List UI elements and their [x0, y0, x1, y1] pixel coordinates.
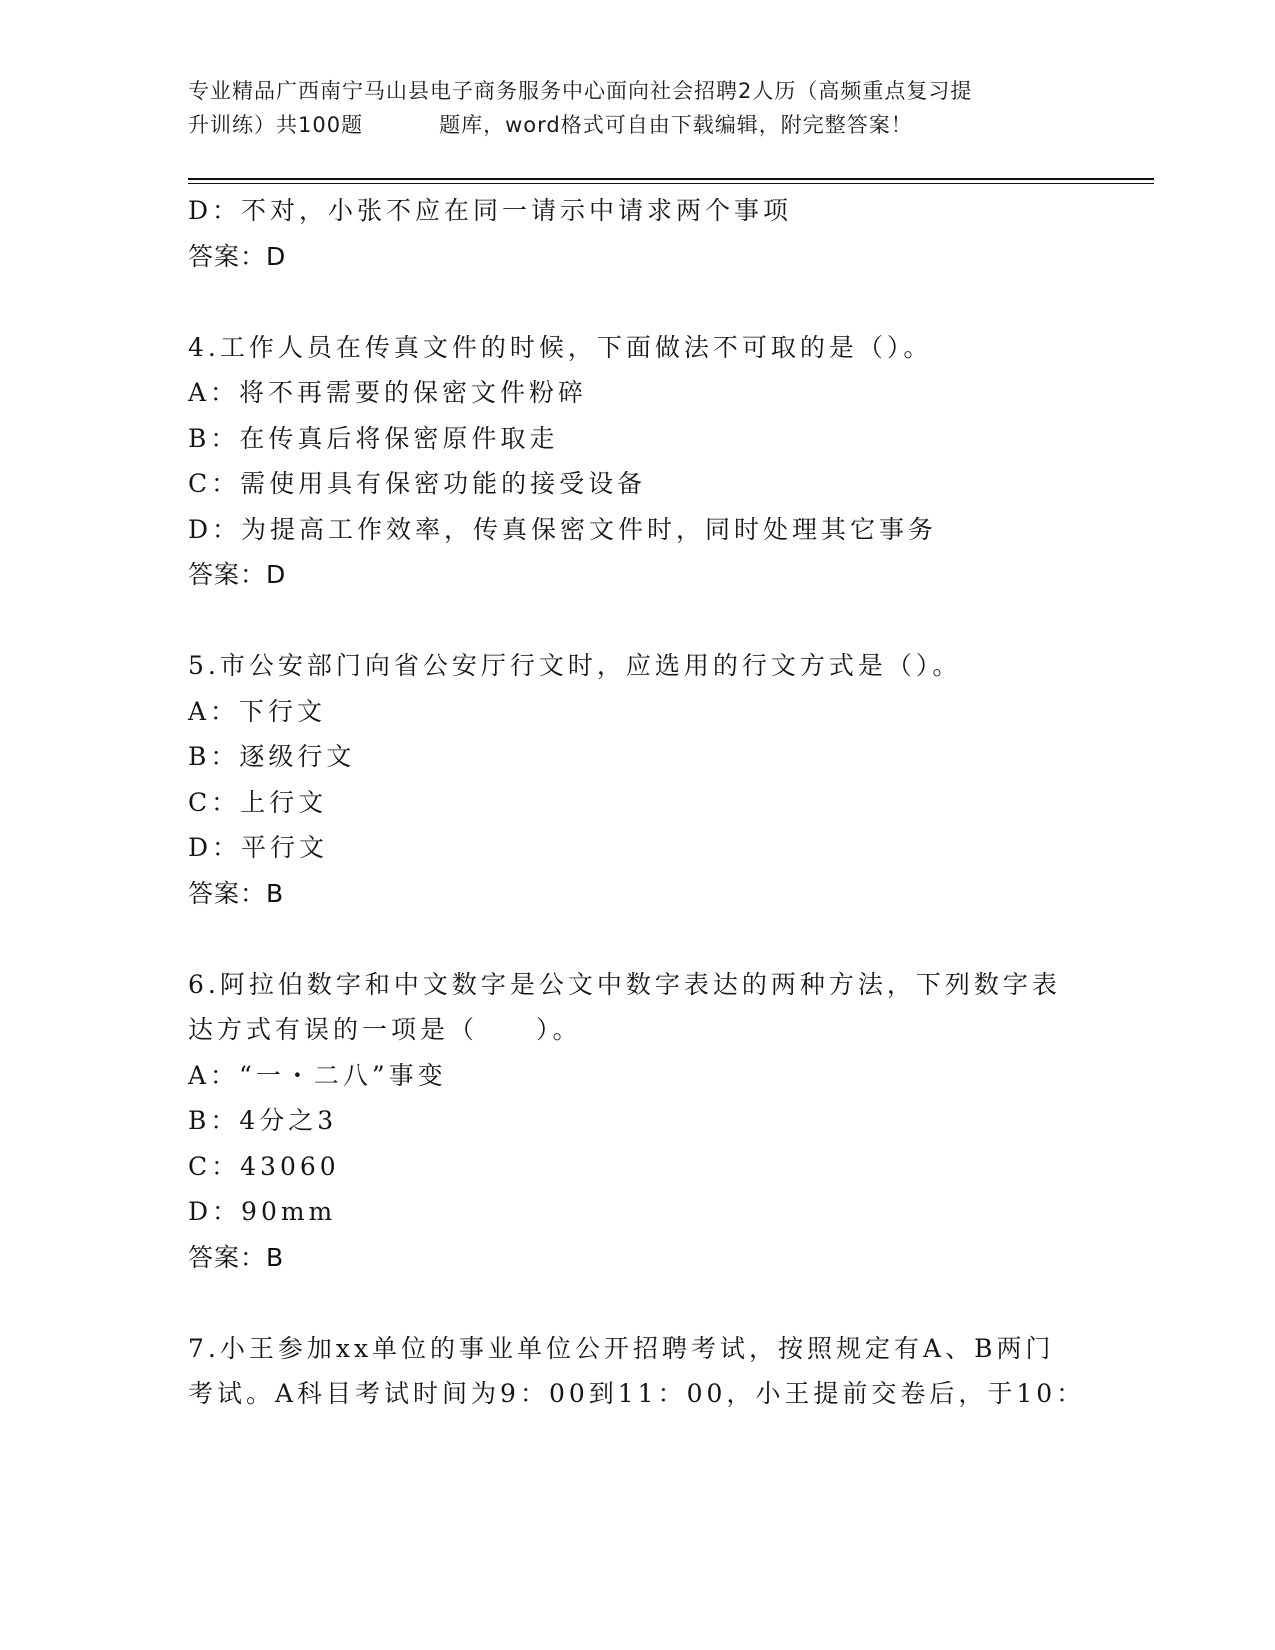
- q7-stem-line2: 考试。A科目考试时间为9：00到11：00，小王提前交卷后，于10：: [188, 1379, 1086, 1408]
- header-title-line2-part2: 题库，word格式可自由下载编辑，附完整答案！: [439, 113, 913, 137]
- q4-option-a: A：将不再需要的保密文件粉碎: [188, 378, 588, 407]
- q6-stem-line1: 6.阿拉伯数字和中文数字是公文中数字表达的两种方法，下列数字表: [188, 969, 1061, 999]
- document-header: [188, 74, 1088, 142]
- q4-option-b: B：在传真后将保密原件取走: [188, 423, 559, 453]
- header-title-line2: [188, 108, 1088, 142]
- q6-stem-line2: 达方式有误的一项是（ ）。: [188, 1015, 582, 1044]
- q6-option-a: A：“一・二八”事变: [188, 1060, 447, 1090]
- header-title-line2-part1: 升训练）共100题: [188, 113, 364, 137]
- q5-option-a: A：下行文: [188, 696, 327, 726]
- q4-stem: 4.工作人员在传真文件的时候，下面做法不可取的是（）。: [188, 332, 933, 362]
- q5-answer: 答案：B: [188, 878, 285, 908]
- question-list: [188, 188, 1088, 1417]
- q3-option-d: D：不对，小张不应在同一请示中请求两个事项: [188, 196, 793, 225]
- q5-stem: 5.市公安部门向省公安厅行文时，应选用的行文方式是（）。: [188, 651, 962, 680]
- header-divider-thin: [188, 183, 1154, 184]
- q6-option-b: B：4分之3: [188, 1106, 338, 1135]
- q5-option-d: D：平行文: [188, 833, 329, 862]
- header-title-line1: 专业精品广西南宁马山县电子商务服务中心面向社会招聘2人历（高频重点复习提: [188, 79, 973, 103]
- q6-answer: 答案：B: [188, 1242, 285, 1272]
- q6-option-d: D：90mm: [188, 1197, 337, 1226]
- q4-option-c: C：需使用具有保密功能的接受设备: [188, 469, 647, 498]
- q6-option-c: C：43060: [188, 1151, 340, 1181]
- q5-option-b: B：逐级行文: [188, 742, 356, 771]
- q4-option-d: D：为提高工作效率，传真保密文件时，同时处理其它事务: [188, 514, 938, 544]
- header-divider-thick: [188, 178, 1154, 180]
- q3-answer: 答案：D: [188, 241, 287, 271]
- q7-stem-line1: 7.小王参加xx单位的事业单位公开招聘考试，按照规定有A、B两门: [188, 1333, 1055, 1363]
- q4-answer: 答案：D: [188, 560, 287, 589]
- q5-option-c: C：上行文: [188, 787, 328, 817]
